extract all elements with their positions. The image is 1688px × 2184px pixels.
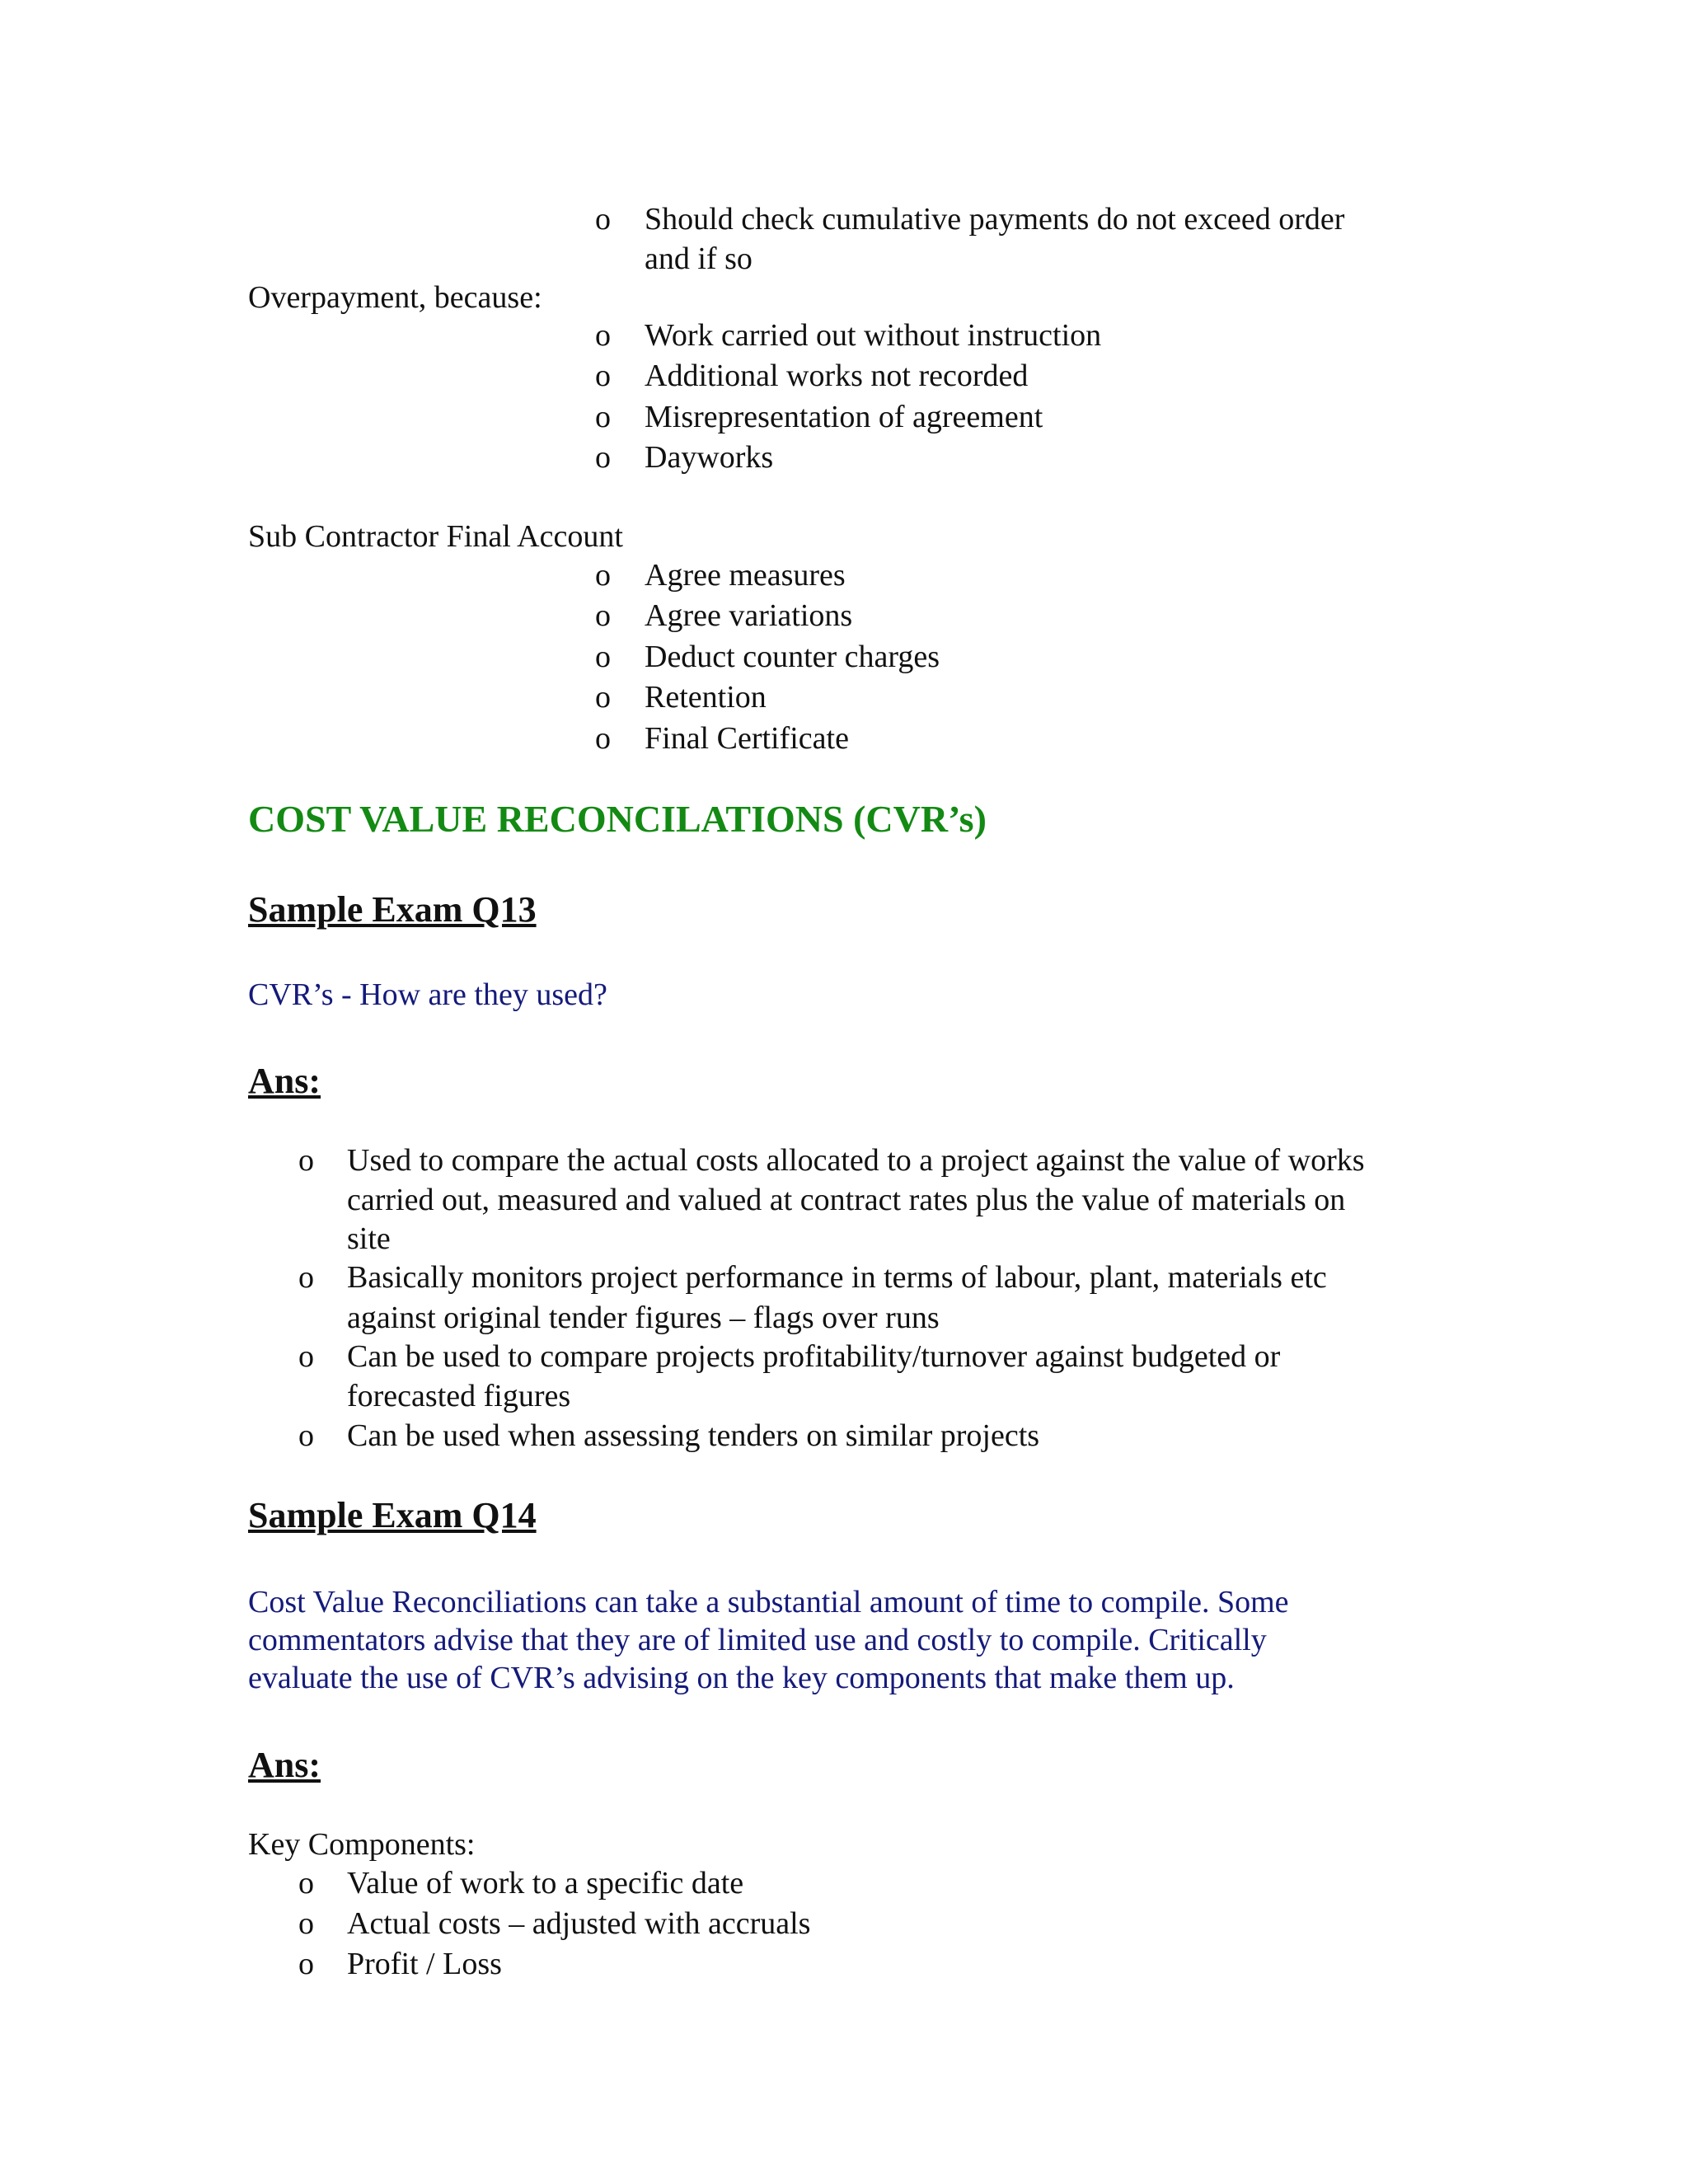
q13-answer-line: site	[347, 1221, 391, 1256]
final-account-item: Deduct counter charges	[645, 640, 940, 674]
list-bullet: o	[595, 680, 611, 715]
q13-question: CVR’s - How are they used?	[248, 977, 607, 1012]
overpayment-item: Dayworks	[645, 440, 774, 475]
q14-question-line: commentators advise that they are of limited use and costly to compile. Critically	[248, 1623, 1267, 1657]
q13-heading: Sample Exam Q13	[248, 889, 537, 930]
overpayment-item: Misrepresentation of agreement	[645, 400, 1043, 434]
q14-question-line: evaluate the use of CVR’s advising on the key components that make them up.	[248, 1661, 1235, 1695]
list-bullet: o	[595, 400, 611, 434]
q13-answer-line: carried out, measured and valued at contract rates plus the value of materials on	[347, 1183, 1346, 1217]
section-title: COST VALUE RECONCILATIONS (CVR’s)	[248, 798, 987, 840]
list-bullet: o	[595, 202, 611, 237]
list-bullet: o	[298, 1143, 314, 1178]
list-item-text: and if so	[645, 241, 753, 276]
key-component-item: Profit / Loss	[347, 1947, 502, 1981]
q14-question-line: Cost Value Reconciliations can take a substantial amount of time to compile. Some	[248, 1585, 1289, 1619]
list-bullet: o	[595, 721, 611, 756]
final-account-item: Final Certificate	[645, 721, 849, 756]
final-account-item: Agree variations	[645, 598, 853, 633]
final-account-label: Sub Contractor Final Account	[248, 519, 623, 554]
overpayment-item: Work carried out without instruction	[645, 318, 1102, 353]
list-bullet: o	[298, 1260, 314, 1295]
q13-answer-line: forecasted figures	[347, 1379, 571, 1413]
q14-ans-heading: Ans:	[248, 1745, 321, 1785]
final-account-item: Agree measures	[645, 558, 846, 593]
list-bullet: o	[595, 558, 611, 593]
overpayment-label: Overpayment, because:	[248, 280, 542, 315]
list-bullet: o	[595, 440, 611, 475]
q14-heading: Sample Exam Q14	[248, 1495, 537, 1535]
q13-answer-line: Can be used to compare projects profitability/turnover against budgeted or	[347, 1339, 1281, 1374]
list-bullet: o	[595, 318, 611, 353]
list-bullet: o	[298, 1906, 314, 1941]
list-bullet: o	[595, 598, 611, 633]
list-bullet: o	[298, 1947, 314, 1981]
list-bullet: o	[298, 1339, 314, 1374]
list-bullet: o	[595, 359, 611, 393]
key-component-item: Actual costs – adjusted with accruals	[347, 1906, 811, 1941]
list-bullet: o	[595, 640, 611, 674]
key-component-item: Value of work to a specific date	[347, 1866, 744, 1900]
q13-answer-line: against original tender figures – flags over runs	[347, 1301, 940, 1335]
overpayment-item: Additional works not recorded	[645, 359, 1029, 393]
final-account-item: Retention	[645, 680, 767, 715]
key-components-label: Key Components:	[248, 1827, 476, 1862]
list-item-text: Should check cumulative payments do not exceed order	[645, 202, 1345, 237]
q13-answer-line: Can be used when assessing tenders on similar projects	[347, 1418, 1040, 1453]
list-bullet: o	[298, 1866, 314, 1900]
q13-answer-line: Used to compare the actual costs allocated to a project against the value of works	[347, 1143, 1365, 1178]
q13-answer-line: Basically monitors project performance in terms of labour, plant, materials etc	[347, 1260, 1327, 1295]
q13-ans-heading: Ans:	[248, 1061, 321, 1101]
list-bullet: o	[298, 1418, 314, 1453]
